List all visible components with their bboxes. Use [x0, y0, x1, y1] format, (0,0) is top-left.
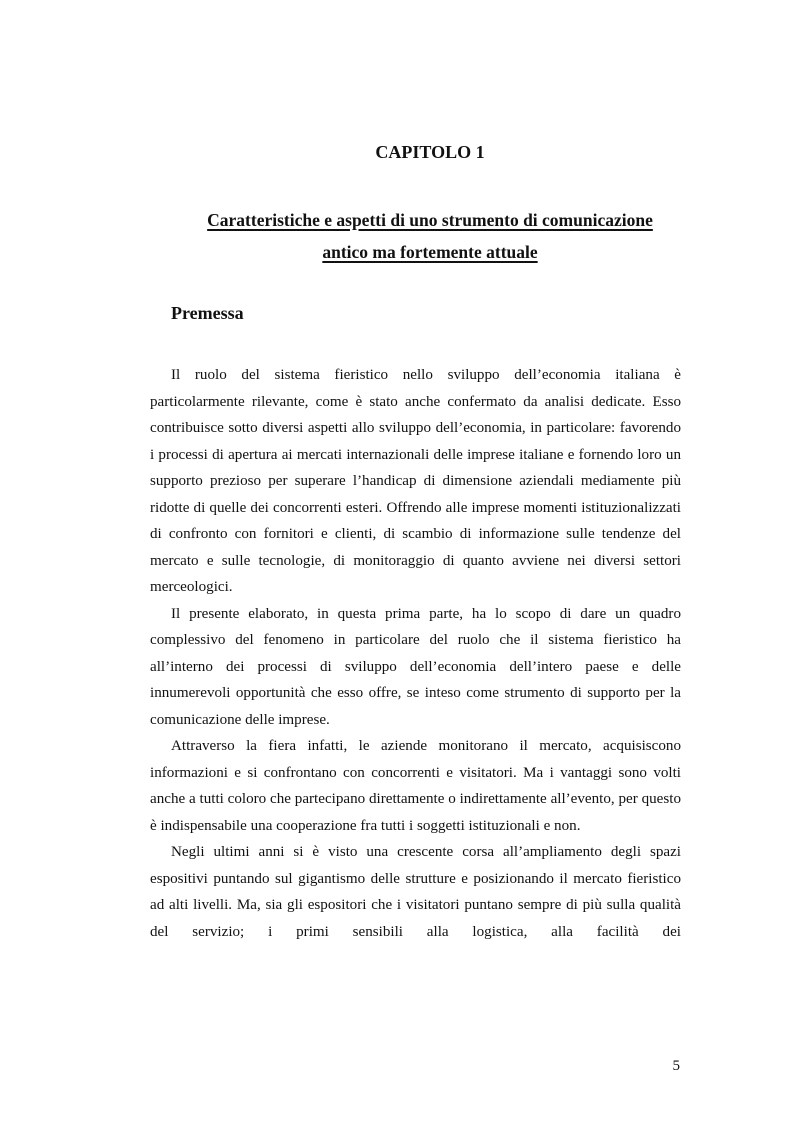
paragraph: Attraverso la fiera infatti, le aziende monitorano il mercato, acquisiscono informazioni e si confrontano con concorrenti e visitatori. Ma i vantaggi sono volti anche a tutti coloro che partecipano direttamente o indirettamente all’evento, per questo è indispensabile una cooperazione fra tutti i soggetti istituzionali e non. — [150, 738, 681, 834]
chapter-title-line-2: antico ma fortemente attuale — [322, 242, 538, 262]
body-text — [150, 362, 681, 945]
chapter-label: CAPITOLO 1 — [375, 142, 485, 162]
section-heading: Premessa — [171, 303, 244, 323]
chapter-title-line-1: Caratteristiche e aspetti di uno strumento di comunicazione — [207, 210, 653, 230]
paragraph: Il ruolo del sistema fieristico nello sviluppo dell’economia italiana è particolarmente rilevante, come è stato anche confermato da analisi dedicate. Esso contribuisce sotto diversi aspetti allo sviluppo dell’economia, in particolare: favorendo i processi di apertura ai mercati internazionali delle imprese italiane e fornendo loro un supporto prezioso per superare l’handicap di dimensione aziendali mediamente più ridotte di quelle dei concorrenti esteri. Offrendo alle imprese momenti istituzionalizzati di confronto con fornitori e clienti, di scambio di informazione sulle tendenze del mercato e sulle tecnologie, di monitoraggio di quanto avviene nei diversi settori merceologici. — [150, 367, 681, 595]
paragraph: Il presente elaborato, in questa prima parte, ha lo scopo di dare un quadro complessivo del fenomeno in particolare del ruolo che il sistema fieristico ha all’interno dei processi di sviluppo dell’economia dell’intero paese e delle innumerevoli opportunità che esso offre, se inteso come strumento di supporto per la comunicazione delle imprese. — [150, 605, 681, 728]
paragraph: Negli ultimi anni si è visto una crescente corsa all’ampliamento degli spazi espositivi puntando sul gigantismo delle strutture e posizionando il mercato fieristico ad alti livelli. Ma, sia gli espositori che i visitatori puntano sempre di più sulla qualità del servizio; i primi sensibili alla logistica, alla facilità dei — [150, 844, 681, 940]
chapter-title — [150, 204, 680, 268]
chapter-heading — [150, 142, 680, 163]
page-number: 5 — [672, 1058, 680, 1074]
